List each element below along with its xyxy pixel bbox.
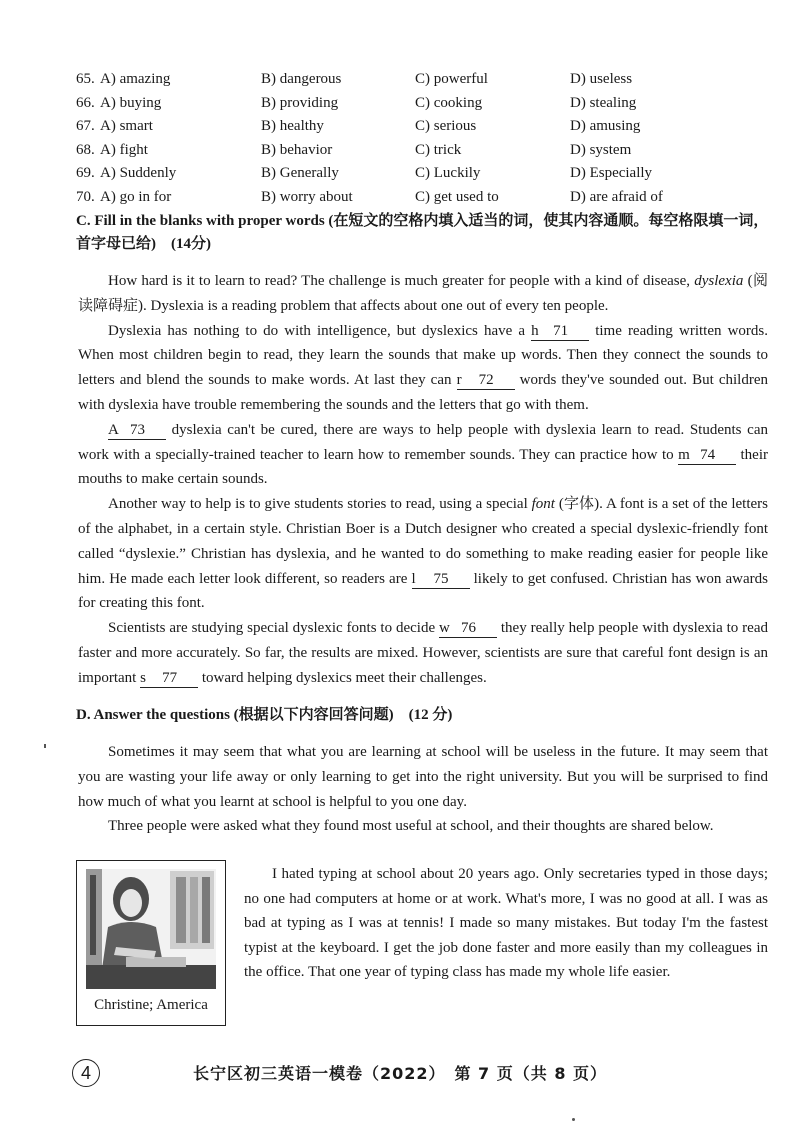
page-sheet-number: 4 xyxy=(72,1059,100,1087)
text-run: Dyslexia has nothing to do with intelligence, but dyslexics have a xyxy=(108,322,532,339)
option-c: C) get used to xyxy=(415,188,499,205)
section-c-title: C. Fill in the blanks with proper words (在短文的空格内填入适当的词，使其内容通顺。每空格限填一词，首字母已给) (14分) xyxy=(76,213,769,252)
blank-initial: s xyxy=(140,669,146,686)
passage-paragraph: Three people were asked what they found most useful at school, and their thoughts are shared below. xyxy=(108,818,714,835)
christine-story xyxy=(244,862,768,985)
section-c-passage xyxy=(78,269,768,691)
italic-term: dyslexia xyxy=(694,273,744,289)
question-number: 68. xyxy=(76,141,95,158)
option-c: C) cooking xyxy=(415,94,483,111)
blank-number: 77 xyxy=(162,669,178,686)
blank-number: 76 xyxy=(461,620,476,637)
blank-73[interactable] xyxy=(108,421,166,440)
blank-72[interactable] xyxy=(457,371,515,390)
question-row-67 xyxy=(76,115,776,139)
photo-frame xyxy=(76,860,226,1026)
text-run: their mouths to make certain sounds. xyxy=(78,446,768,488)
option-d: D) are afraid of xyxy=(570,188,663,205)
story-text: I hated typing at school about 20 years ago. Only secretaries typed in those days; no one had computers at home or at work. What's more, I was no good at all. I was as bad at typing as I was at tennis! I made so many mistakes. But today I'm the fastest typist at the keyboard. I get the job done faster and more easily than my colleagues in the office. That one year of typing class has made my whole life easier. xyxy=(244,866,768,981)
passage-paragraph: Sometimes it may seem that what you are learning at school will be useless in the future. It may seem that you are wasting your life away or only learning to get into the right university. But you will be surprised to find how much of what you learnt at school is helpful to you one day. xyxy=(78,744,768,810)
text-run: dyslexia can't be cured, there are ways to help people with dyslexia learn to read. Students can work with a specially-trained teacher to learn how to remember sounds. They can practice how to xyxy=(78,421,768,463)
option-a: A) buying xyxy=(100,94,162,111)
passage-paragraph xyxy=(78,269,768,319)
option-b: B) dangerous xyxy=(261,71,342,87)
blank-initial: A xyxy=(108,421,119,438)
option-b: B) worry about xyxy=(261,188,353,205)
text-run: Another way to help is to give students stories to read, using a special xyxy=(108,496,532,513)
blank-number: 73 xyxy=(130,421,145,438)
text-run: likely to get confused. Christian has won awards for creating this font. xyxy=(78,570,768,612)
section-d-title: D. Answer the questions (根据以下内容回答问题) (12 分) xyxy=(76,707,453,723)
text-run: time reading written words. When most children begin to read, they learn the sounds that make up words. Then they connect the sounds to letters and blend the sounds to make words. At last they can xyxy=(78,322,768,389)
passage-paragraph xyxy=(78,492,768,616)
option-a: A) Suddenly xyxy=(100,165,177,181)
blank-number: 75 xyxy=(433,570,449,587)
text-run: How hard is it to learn to read? The challenge is much greater for people with a kind of disease, xyxy=(108,273,695,289)
person-photo xyxy=(86,869,216,989)
blank-74[interactable] xyxy=(678,446,736,465)
text-run: words they've sounded out. But children with dyslexia have trouble remembering the sounds and the letters that go with them. xyxy=(78,372,768,413)
question-number: 67. xyxy=(76,118,95,134)
question-number: 69. xyxy=(76,165,95,181)
option-b: B) Generally xyxy=(261,165,339,181)
option-d: D) Especially xyxy=(570,165,653,181)
blank-initial: l xyxy=(411,570,416,587)
text-run: Scientists are studying special dyslexic fonts to decide xyxy=(108,620,439,637)
text-run: (阅读障碍症). Dyslexia is a reading problem that affects about one out of every ten people. xyxy=(78,273,768,314)
question-row-66 xyxy=(76,92,776,116)
option-c: C) trick xyxy=(415,141,462,158)
option-d: D) useless xyxy=(570,71,633,87)
blank-initial: m xyxy=(678,446,690,463)
option-a: A) amazing xyxy=(100,71,171,87)
blank-76[interactable] xyxy=(439,619,497,638)
text-run: toward helping dyslexics meet their challenges. xyxy=(198,669,487,686)
passage-paragraph xyxy=(78,319,768,418)
question-row-69 xyxy=(76,162,776,186)
option-b: B) behavior xyxy=(261,141,333,158)
page-footer xyxy=(0,1055,800,1087)
text-run: (字体). A font is a set of the letters of the alphabet, in a certain style. Christian Boer is a Dutch designer who created a special dyslexic-friendly font called “dyslexie.” Christian has dyslexia, and he wanted to do something to make reading easier for people like him. He made each letter look different, so readers are xyxy=(78,496,768,587)
blank-number: 72 xyxy=(478,372,494,389)
footer-text: 长宁区初三英语一模卷（2022） 第 7 页（共 8 页） xyxy=(192,1064,608,1083)
section-d-intro xyxy=(78,740,768,839)
option-d: D) system xyxy=(570,141,632,158)
blank-initial: r xyxy=(456,372,462,389)
option-b: B) providing xyxy=(261,94,339,111)
option-c: C) powerful xyxy=(415,71,488,87)
italic-term: font xyxy=(531,496,555,513)
option-a: A) go in for xyxy=(100,188,172,205)
option-a: A) fight xyxy=(100,141,148,158)
blank-71[interactable] xyxy=(531,322,589,341)
passage-paragraph xyxy=(78,418,768,492)
option-c: C) serious xyxy=(415,118,477,134)
question-row-65 xyxy=(76,68,776,92)
blank-77[interactable] xyxy=(140,669,198,688)
option-d: D) amusing xyxy=(570,118,641,134)
scan-mark xyxy=(572,1118,575,1121)
question-row-68 xyxy=(76,139,776,163)
question-row-70 xyxy=(76,186,776,210)
blank-number: 71 xyxy=(553,322,569,339)
photo-caption: Christine; America xyxy=(94,997,208,1013)
blank-initial: w xyxy=(439,620,450,637)
blank-75[interactable] xyxy=(412,570,470,589)
question-number: 70. xyxy=(76,188,95,205)
blank-number: 74 xyxy=(700,446,716,463)
text-run: they really help people with dyslexia to read faster and more accurately. So far, the results are mixed. However, scientists are sure that careful font design is an important xyxy=(78,620,768,686)
multiple-choice-options xyxy=(76,68,776,209)
blank-initial: h xyxy=(531,322,539,339)
option-a: A) smart xyxy=(100,118,153,134)
option-b: B) healthy xyxy=(261,118,324,134)
option-d: D) stealing xyxy=(570,94,637,111)
question-number: 65. xyxy=(76,71,95,87)
scan-mark xyxy=(44,744,46,748)
question-number: 66. xyxy=(76,94,95,111)
option-c: C) Luckily xyxy=(415,165,481,181)
passage-paragraph xyxy=(78,616,768,690)
